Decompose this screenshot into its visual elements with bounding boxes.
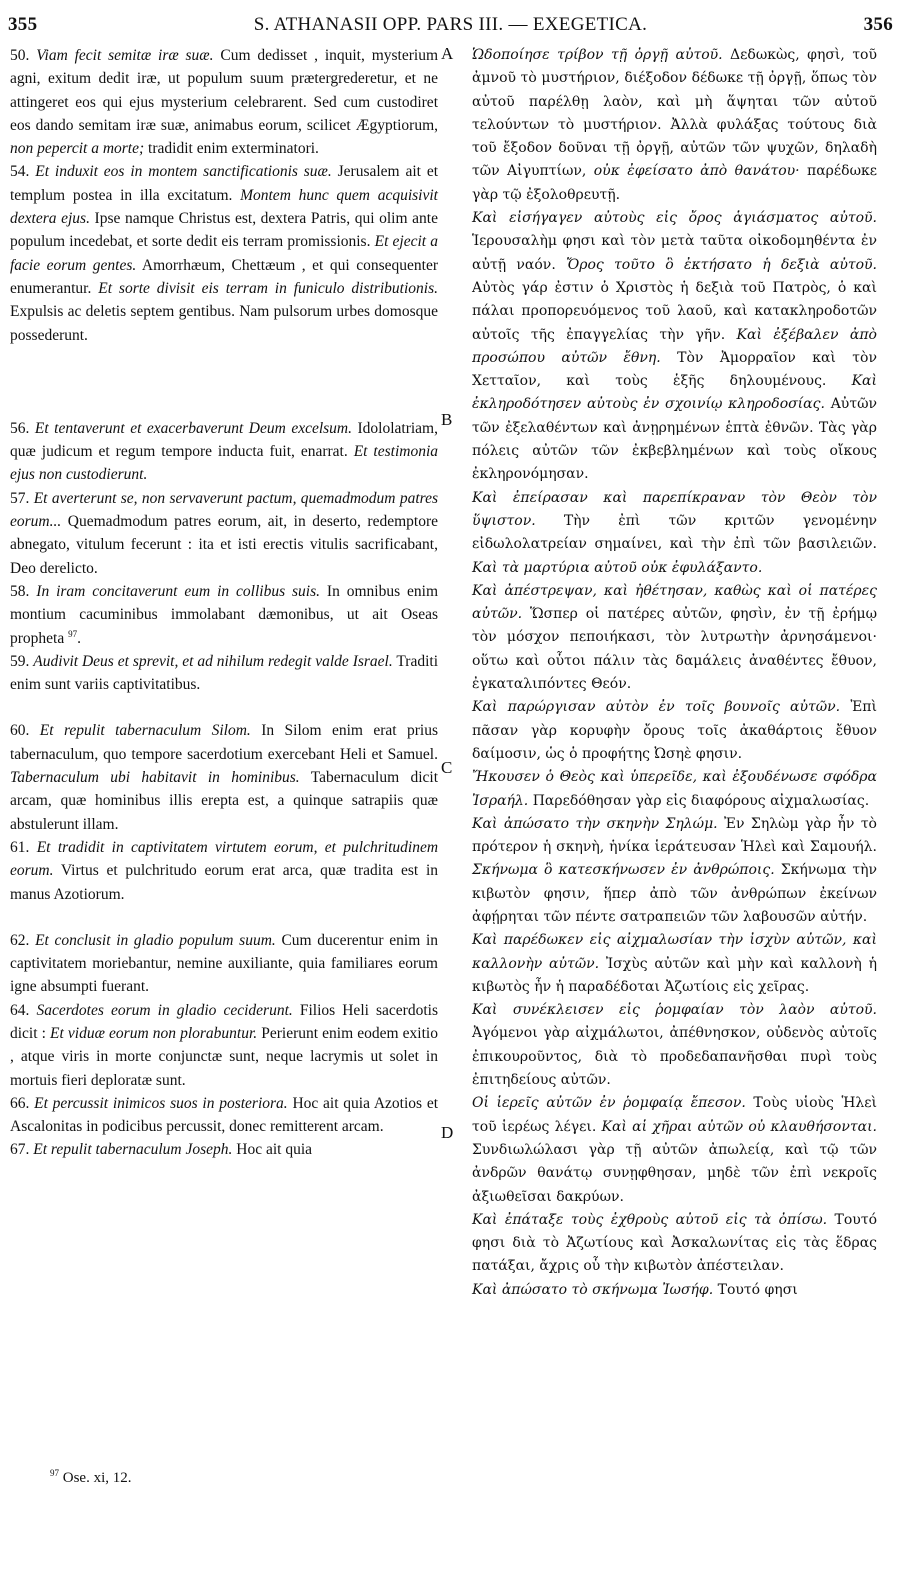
greek-verse-59: Ἤκουσεν ὁ Θεὸς καὶ ὑπερεῖδε, καὶ ἐξουδένωσε σφόδρα Ἰσραήλ. Παρεδόθησαν γὰρ εἰς διαφόρους αἰχμαλωσίας. [472,769,877,809]
greek-verse-61: Καὶ παρέδωκεν εἰς αἰχμαλωσίαν τὴν ἰσχὺν αὐτῶν, καὶ καλλονὴν αὐτῶν. Ἰσχὺς αὐτῶν καὶ μὴν καὶ καλλονὴ ἡ κιβωτὸς ἦν ἡ παραδέδοται Ἀζωτίοις εἰς χεῖρας. [472,932,877,995]
latin-verse-54: 54. Et induxit eos in montem sanctificationis suæ. Jerusalem ait et templum postea in illa excitatum. Montem hunc quem acquisivit dextera ejus. Ipse namque Christus est, dextera Patris, qui olim ante populum incedebat, et sorte dedit eis terram promissionis. Et ejecit a facie eorum gentes. Amorrhæum, Chettæum , et qui consequenter enumerantur. Et sorte divisit eis terram in funiculo distributionis. Expulsis ac deletis septem gentibus. Nam pulsorum urbes domosque possederunt. [10,163,439,344]
latin-verse-61: 61. Et tradidit in captivitatem virtutem eorum, et pulchritudinem eorum. Virtus et pulchritudo eorum erat arca, quæ tradita est in manus Azotiorum. [10,838,439,903]
page-number-left: 355 [8,14,38,35]
greek-verse-62: Καὶ συνέκλεισεν εἰς ῥομφαίαν τὸν λαὸν αὐτοῦ. Ἀγόμενοι γὰρ αἰχμάλωτοι, ἀπέθνησκον, οὐδενὸς αὐτοῖς ἐπικουροῦντος, διὰ τὸ προδεδαπανῆσθαι πυρὶ τοὺς ἐπιτηδείους αὐτῶν. [472,1002,877,1089]
latin-verse-50: 50. Viam fecit semitæ iræ suæ. Cum dedisset , inquit, mysterium agni, exitum dedit iræ, ut populum suum prætergrederetur, et ne attingeret eos qui ejus mysterium celebrarent. Sed cum custodiret eos dando semitam iræ suæ, animabus eorum, scilicet Ægyptiorum, non pepercit a morte; tradidit enim exterminatori. [10,47,438,158]
greek-verse-64: Οἱ ἱερεῖς αὐτῶν ἐν ῥομφαίᾳ ἔπεσον. Τοὺς υἱοὺς Ἡλεὶ τοῦ ἱερέως λέγει. Καὶ αἱ χῆραι αὐτῶν οὐ κλαυθήσονται. Συνδιωλώλασι γὰρ τῇ αὐτῶν ἀπωλείᾳ, καὶ τῷ τῶν ἀνδρῶν θανάτῳ συνῃφθησαν, μηδὲ τῶν ἐπὶ νεκροῖς ἀξιωθεῖσαι δακρύων. [472,1095,878,1205]
latin-verse-67: 67. Et repulit tabernaculum Joseph. Hoc ait quia [10,1141,313,1159]
margin-letter-a: A [441,44,454,63]
column-gap [10,347,438,417]
latin-verse-64: 64. Sacerdotes eorum in gladio ceciderunt. Filios Heli sacerdotis dicit : Et viduæ eorum non plorabuntur. Perierunt enim eodem exitio , atque viris in morte conjunctæ sunt, neque lacrymis ut solet in mortuis fieri deploratæ sunt. [10,1001,438,1089]
greek-verse-54: Καὶ εἰσήγαγεν αὐτοὺς εἰς ὄρος ἁγιάσματος αὐτοῦ. Ἱερουσαλὴμ φησι καὶ τὸν μετὰ ταῦτα οἰκοδομηθέντα ἐν αὐτῇ ναόν. Ὄρος τοῦτο ὃ ἐκτήσατο ἡ δεξιὰ αὐτοῦ. Αὐτὸς γάρ ἐστιν ὁ Χριστὸς ἡ δεξιὰ τοῦ Πατρὸς, ὁ καὶ πάλαι προπορευόμενος τοῦ λαοῦ, καὶ κατακληροδοτῶν αὐτοῖς τῆς ἐπαγγελίας τὴν γῆν. Καὶ ἐξέβαλεν ἀπὸ προσώπου αὐτῶν ἔθνη. Τὸν Ἀμορραῖον καὶ τὸν Χετταῖον, καὶ τοὺς ἑξῆς δηλουμένους. Καὶ ἐκληροδότησεν αὐτοὺς ἐν σχοινίῳ κληροδοσίας. Αὐτῶν τῶν ἐξελαθέντων καὶ ἀνῃρημένων ἑπτὰ ἐθνῶν. Τὰς γὰρ πόλεις αὐτῶν τῶν ἐκβεβλημένων καὶ τοὺς οἴκους ἐκληρονόμησαν. [472,210,877,483]
latin-column [10,44,438,1162]
latin-verse-66: 66. Et percussit inimicos suos in posteriora. Hoc ait quia Azotios et Ascalonitas in podicibus percussit, donec remitterent arcam. [10,1094,439,1136]
greek-verse-50: Ὡδοποίησε τρίβον τῇ ὀργῇ αὐτοῦ. Δεδωκὼς, φησὶ, τοῦ ἀμνοῦ τὸ μυστήριον, διέξοδον δέδωκε τῇ ὀργῇ, ὅπως τὸν αὐτοῦ παρέλθῃ λαὸν, καὶ μὴ ἅψηται τῶν αὐτοῦ τελούντων τὸ μυστήριον. Ἀλλὰ φυλάξας τούτους διὰ τοῦ ἔξοδον δοῦναι τῇ ὀργῇ, αὐτῶν τῶν ψυχῶν, δηλαδὴ τῶν Αἰγυπτίων, οὐκ ἐφείσατο ἀπὸ θανάτου· παρέδωκε γὰρ τῷ ἐξολοθρευτῇ. [472,47,878,203]
footnote-ref: 97 [68,628,78,639]
column-gap [10,696,438,719]
latin-verse-60: 60. Et repulit tabernaculum Silom. In Silom enim erat prius tabernaculum, quo tempore sacerdotium exercebant Heli et Samuel. Tabernaculum ubi habitavit in hominibus. Tabernaculum dicit arcam, quæ hominibus illis erepta est, a quinque satrapiis quæ abstulerunt illam. [10,722,439,833]
margin-letter-c: C [441,758,453,777]
latin-verse-56: 56. Et tentaverunt et exacerbaverunt Deum excelsum. Idololatriam, quæ judicum et regum tempore inducta fuit, enarrat. Et testimonia ejus non custodierunt. [10,419,439,484]
page-number-right: 356 [863,14,893,35]
latin-verse-59: 59. Audivit Deus et sprevit, et ad nihilum redegit valde Israel. Traditi enim sunt variis captivitatibus. [10,652,439,694]
latin-verse-57: 57. Et averterunt se, non servaverunt pactum, quemadmodum patres eorum... Quemadmodum patres eorum, ait, in deserto, redemptore abnegato, vitulum fecerunt : ita et isti erectis vitulis sacrificabant, Deo derelicto. [10,489,439,577]
footnote-text: Ose. xi, 12. [59,1470,132,1486]
greek-verse-56: Καὶ ἐπείρασαν καὶ παρεπίκραναν τὸν Θεὸν τὸν ὕψιστον. Τὴν ἐπὶ τῶν κριτῶν γενομένην εἰδωλολατρείαν σημαίνει, καὶ τὴν ἐπὶ τῶν βασιλειῶν. Καὶ τὰ μαρτύρια αὐτοῦ οὐκ ἐφυλάξαντο. [472,489,877,576]
greek-verse-60: Καὶ ἀπώσατο τὴν σκηνὴν Σηλώμ. Ἐν Σηλὼμ γὰρ ἦν τὸ πρότερον ἡ σκηνὴ, ἡνίκα ἱεράτευσαν Ἡλεὶ καὶ Σαμουήλ. Σκήνωμα ὃ κατεσκήνωσεν ἐν ἀνθρώποις. Σκήνωμα τὴν κιβωτὸν φησιν, ἥπερ ἀπὸ τῶν ἀνθρώπων ἐκείνων ἀφῄρηται τῶν πέντε σατραπειῶν τῶν λαβουσῶν αὐτήν. [472,815,877,925]
footnote [50,1470,132,1487]
page-header [8,14,893,44]
margin-letter-b: B [441,410,453,429]
greek-verse-58: Καὶ παρώργισαν αὐτὸν ἐν τοῖς βουνοῖς αὐτῶν. Ἐπὶ πᾶσαν γὰρ κορυφὴν ὄρους τοῖς ἀκαθάρτοις ἔθυον δαίμοσιν, ὡς ὁ προφήτης Ὠσηὲ φησιν. [472,699,877,762]
greek-verse-57: Καὶ ἀπέστρεψαν, καὶ ἠθέτησαν, καθὼς καὶ οἱ πατέρες αὐτῶν. Ὥσπερ οἱ πατέρες αὐτῶν, φησὶν, ἐν τῇ ἐρήμῳ τὸν μόσχον πεποιήκασι, τὸν λυτρωτὴν ἀρνησάμενοι· οὕτω καὶ οὗτοι πάλιν τὰς δαμάλεις ἀναθέντες ἔθυον, ἐγκαταλιπόντες Θεόν. [472,582,877,693]
margin-letter-d: D [441,1123,454,1142]
running-title: S. ATHANASII OPP. PARS III. — EXEGETICA. [253,14,648,35]
greek-verse-67: Καὶ ἀπώσατο τὸ σκήνωμα Ἰωσήφ. Τουτό φησι [472,1281,798,1298]
column-gap [10,906,438,929]
greek-verse-66: Καὶ ἐπάταξε τοὺς ἐχθροὺς αὐτοῦ εἰς τὰ ὀπίσω. Τουτό φησι διὰ τὸ Ἀζωτίους καὶ Ἀσκαλωνίτας εἰς τὰς ἕδρας πατάξαι, ἄχρις οὗ τὴν κιβωτὸν ἀπέστειλαν. [472,1211,877,1275]
latin-verse-58: 58. In iram concitaverunt eum in collibus suis. In omnibus enim montium cacuminibus immolabant dæmonibus, ut ait Oseas propheta $^{97}$. [10,582,438,647]
footnote-mark: 97 [50,1468,59,1478]
greek-column [472,44,877,1302]
latin-verse-62: 62. Et conclusit in gladio populum suum. Cum ducerentur enim in captivitatem moriebantur, nemine auxiliante, quia familiares eorum igne absumpti fuerant. [10,931,438,996]
